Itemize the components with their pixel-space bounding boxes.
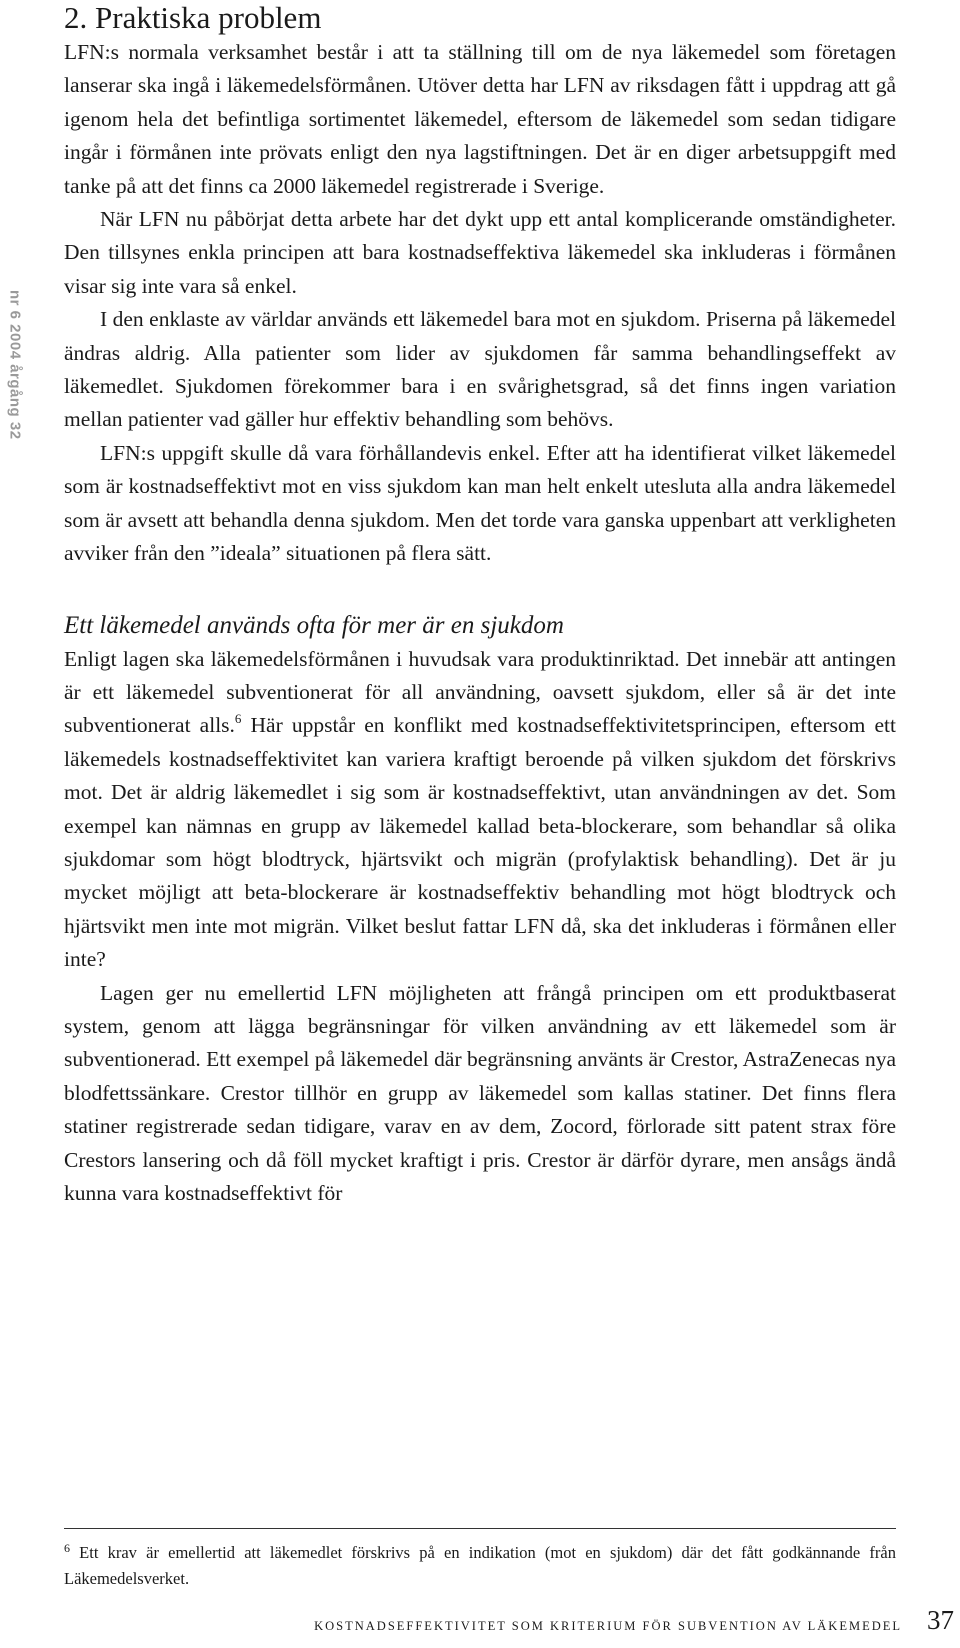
journal-issue-text: nr 6 2004 årgång 32 [6,290,24,440]
footnote-marker: 6 [64,1541,70,1555]
body-paragraph: När LFN nu påbörjat detta arbete har det dykt upp ett antal komplicerande omständigheter. Den tillsynes enkla principen att bara kostnadseffektiva läkemedel ska inkluderas i förmånen visar sig inte vara så enkel. [64,207,896,298]
running-footer: KOSTNADSEFFEKTIVITET SOM KRITERIUM FÖR SUBVENTION AV LÄKEMEDEL [314,1619,902,1633]
footnote [64,1540,896,1592]
article-body [64,0,896,1210]
footnote-text: Ett krav är emellertid att läkemedlet förskrivs på en indikation (mot en sjukdom) där det fått godkännande från Läkemedelsverket. [64,1543,896,1588]
body-paragraph [64,643,896,977]
journal-issue-label [0,290,30,480]
footnote-divider [64,1528,896,1529]
footnote-reference: 6 [234,711,242,727]
body-paragraph: LFN:s normala verksamhet består i att ta ställning till om de nya läkemedel som företagen lanserar ska ingå i läkemedelsförmånen. Utöver detta har LFN av riksdagen fått i uppdrag att gå igenom hela det befintliga sortimentet läkemedel, eftersom de läkemedel som sedan tidigare ingår i förmånen inte prövats enligt den nya lagstiftningen. Det är en diger arbetsuppgift med tanke på att det finns ca 2000 läkemedel registrerade i Sverige. [64,40,896,198]
body-paragraph: LFN:s uppgift skulle då vara förhållandevis enkel. Efter att ha identifierat vilket läkemedel som är kostnadseffektivt mot en viss sjukdom kan man helt enkelt utesluta alla andra läkemedel som är avsett att behandla denna sjukdom. Men det torde vara ganska uppenbart att verkligheten avviker från den ”ideala” situationen på flera sätt. [64,440,896,566]
body-paragraph: Lagen ger nu emellertid LFN möjligheten att frångå principen om ett produktbaserat system, genom att lägga begränsningar för vilken användning av ett läkemedel som är subventionerad. Ett exempel på läkemedel där begränsning använts är Crestor, AstraZenecas nya blodfettssänkare. Crestor tillhör en grupp av läkemedel som kallas statiner. Det finns flera statiner registrerade sedan tidigare, varav en av dem, Zocord, förlorade sitt patent strax före Crestors lansering och då föll mycket kraftigt i pris. Crestor är därför dyrare, men ansågs ändå kunna vara kostnadseffektivt för [64,980,896,1205]
section-heading: 2. Praktiska problem [64,0,322,35]
paragraph-text: Enligt lagen ska läkemedelsförmånen i huvudsak vara produktinriktad. Det innebär att antingen är ett läkemedel subventionerat för all användning, oavsett sjukdom, eller så är det inte subventionerat alls. [64,646,896,738]
paragraph-text: Här uppstår en konflikt med kostnadseffektivitetsprincipen, eftersom ett läkemedels kostnadseffektivitet kan variera kraftigt beroende på vilken sjukdom det förskrivs mot. Det är aldrig läkemedlet i sig som är kostnadseffektivt, utan användningen av det. Som exempel kan nämnas en grupp av läkemedel kallad beta-blockerare, som behandlar så olika sjukdomar som högt blodtryck, hjärtsvikt och migrän (profylaktisk behandling). Det är ju mycket möjligt att beta-blockerare är kostnadseffektiv behandling mot högt blodtryck och hjärtsvikt men inte mot migrän. Vilket beslut fattar LFN då, ska det inkluderas i förmånen eller inte? [64,713,896,972]
page-number: 37 [927,1605,954,1635]
subsection-heading: Ett läkemedel används ofta för mer är en sjukdom [64,611,564,639]
body-paragraph: I den enklaste av världar används ett läkemedel bara mot en sjukdom. Priserna på läkemedel ändras aldrig. Alla patienter som lider av sjukdomen får samma behandlingseffekt av läkemedlet. Sjukdomen förekommer bara i en svårighetsgrad, så det finns ingen variation mellan patienter vad gäller hur effektiv behandling som behövs. [64,307,896,432]
